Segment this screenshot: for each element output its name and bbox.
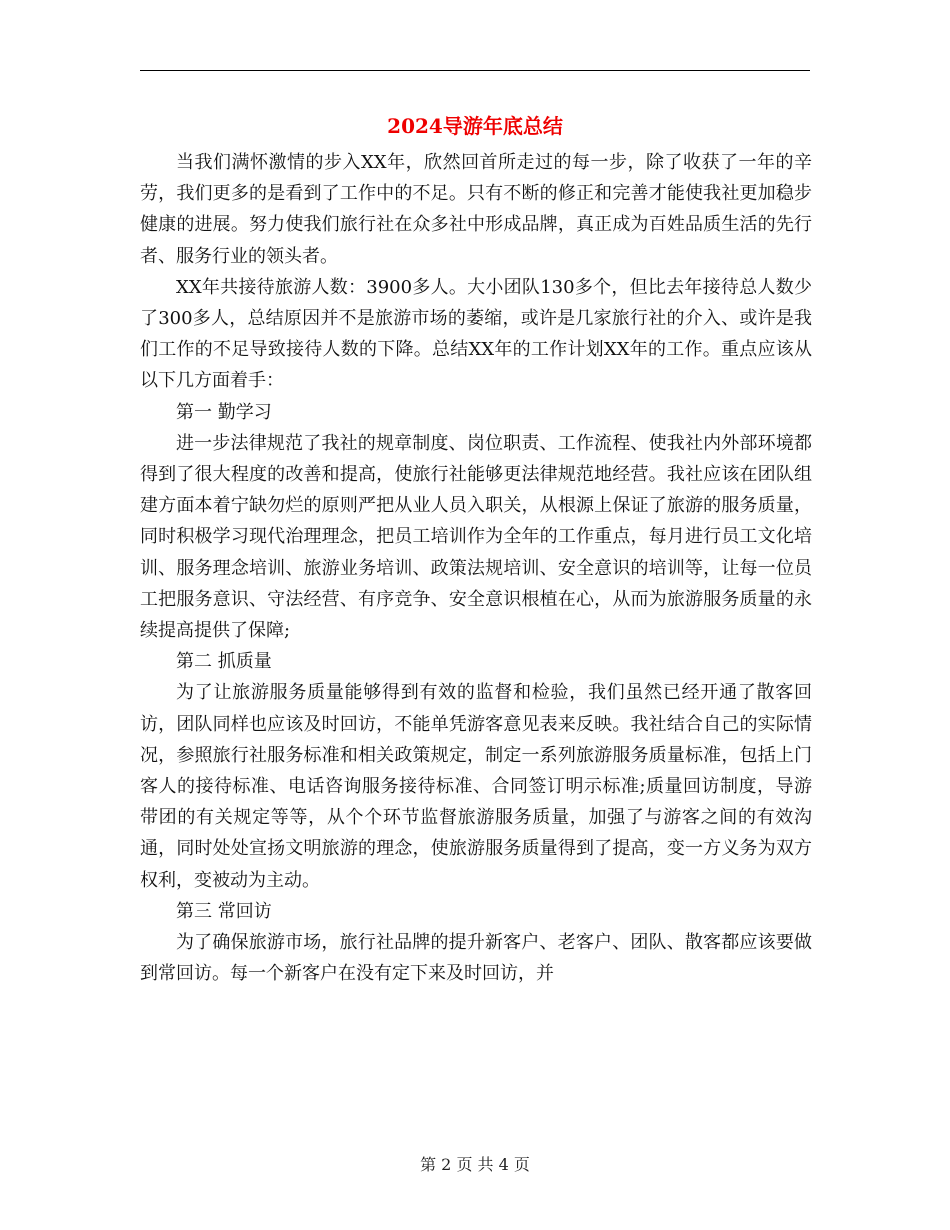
page-number-footer: 第 2 页 共 4 页 (420, 1155, 530, 1174)
section-heading-quality: 第二 抓质量 (176, 651, 272, 673)
intro-paragraph: 当我们满怀激情的步入XX年，欣然回首所走过的每一步，除了收获了一年的辛劳，我们更多的是看到了工作中的不足。只有不断的修正和完善才能使我社更加稳步健康的进展。努力使我们旅行社在众多社中形成品牌，真正成为百姓品质生活的先行者、服务行业的领头者。 (140, 152, 812, 267)
document-body (140, 147, 812, 989)
statistics-paragraph: XX年共接待旅游人数：3900多人。大小团队130多个，但比去年接待总人数少了300多人，总结原因并不是旅游市场的萎缩，或许是几家旅行社的介入、或许是我们工作的不足导致接待人数的下降。总结XX年的工作计划XX年的工作。重点应该从以下几方面着手： (140, 276, 812, 392)
document-title: 2024导游年底总结 (387, 114, 563, 138)
section-body-revisit: 为了确保旅游市场，旅行社品牌的提升新客户、老客户、团队、散客都应该要做到常回访。每一个新客户在没有定下来及时回访，并 (140, 932, 812, 985)
header-rule (140, 70, 810, 71)
section-heading-revisit: 第三 常回访 (176, 900, 272, 922)
section-body-quality: 为了让旅游服务质量能够得到有效的监督和检验，我们虽然已经开通了散客回访，团队同样也应该及时回访，不能单凭游客意见表来反映。我社结合自己的实际情况，参照旅行社服务标准和相关政策规定，制定一系列旅游服务质量标准，包括上门客人的接待标准、电话咨询服务接待标准、合同签订明示标准;质量回访制度，导游带团的有关规定等等，从个个环节监督旅游服务质量，加强了与游客之间的有效沟通，同时处处宣扬文明旅游的理念，使旅游服务质量得到了提高，变一方义务为双方权利，变被动为主动。 (140, 682, 812, 891)
section-heading-study: 第一 勤学习 (176, 401, 272, 423)
section-body-study: 进一步法律规范了我社的规章制度、岗位职责、工作流程、使我社内外部环境都得到了很大程度的改善和提高，使旅行社能够更法律规范地经营。我社应该在团队组建方面本着宁缺勿烂的原则严把从业人员入职关，从根源上保证了旅游的服务质量，同时积极学习现代治理理念，把员工培训作为全年的工作重点，每月进行员工文化培训、服务理念培训、旅游业务培训、政策法规培训、安全意识的培训等，让每一位员工把服务意识、守法经营、有序竞争、安全意识根植在心，从而为旅游服务质量的永续提高提供了保障; (140, 432, 812, 642)
